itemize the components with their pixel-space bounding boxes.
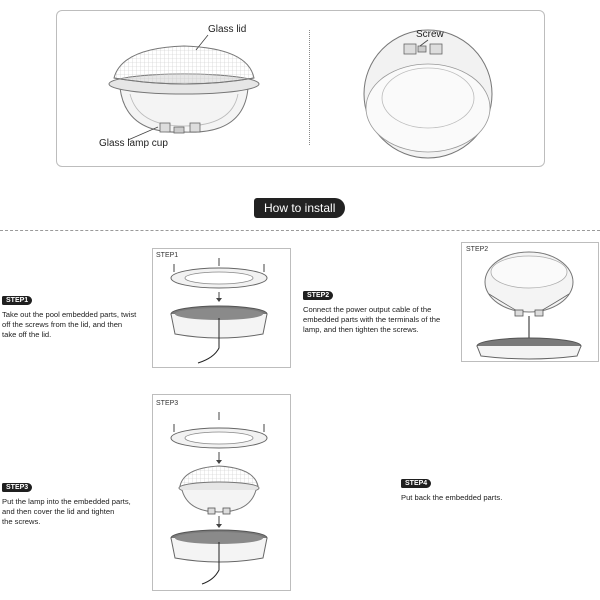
step2-illustration-icon bbox=[461, 242, 597, 360]
step4-text-line: Put back the embedded parts. bbox=[401, 493, 503, 502]
glass-lamp-cup-label: Glass lamp cup bbox=[99, 138, 168, 149]
step4-instruction bbox=[401, 472, 551, 503]
step1-figure-label: STEP1 bbox=[156, 252, 179, 259]
step1-text bbox=[2, 310, 147, 340]
step2-badge: STEP2 bbox=[303, 291, 333, 300]
step2-text-line: lamp, and then tighten the screws. bbox=[303, 325, 419, 334]
step3-badge: STEP3 bbox=[2, 483, 32, 492]
step4-badge: STEP4 bbox=[401, 479, 431, 488]
step2-text-line: Connect the power output cable of the bbox=[303, 305, 432, 314]
step1-text-line: take off the lid. bbox=[2, 330, 52, 339]
step3-illustration-icon bbox=[152, 394, 289, 589]
step3-text-line: and then cover the lid and tighten bbox=[2, 507, 115, 516]
screw-label: Screw bbox=[416, 29, 444, 40]
step1-illustration-icon bbox=[152, 248, 289, 366]
section-title: How to install bbox=[254, 198, 345, 218]
step1-badge: STEP1 bbox=[2, 296, 32, 305]
step1-text-line: off the screws from the lid, and then bbox=[2, 320, 123, 329]
step2-text-line: embedded parts with the terminals of the bbox=[303, 315, 441, 324]
step2-figure-label: STEP2 bbox=[466, 246, 489, 253]
step1-instruction bbox=[2, 289, 147, 340]
step1-text-line: Take out the pool embedded parts, twist bbox=[2, 310, 137, 319]
step4-text bbox=[401, 493, 551, 503]
step2-instruction bbox=[303, 284, 458, 335]
lamp-side-view-icon bbox=[56, 10, 306, 165]
glass-lid-label: Glass lid bbox=[208, 24, 247, 35]
step3-text-line: Put the lamp into the embedded parts, bbox=[2, 497, 131, 506]
section-divider bbox=[0, 230, 600, 231]
step2-text bbox=[303, 305, 458, 335]
step3-instruction bbox=[2, 476, 147, 527]
step3-figure-label: STEP3 bbox=[156, 400, 179, 407]
panel-divider bbox=[309, 30, 310, 145]
step3-text-line: the screws. bbox=[2, 517, 41, 526]
step3-text bbox=[2, 497, 147, 527]
